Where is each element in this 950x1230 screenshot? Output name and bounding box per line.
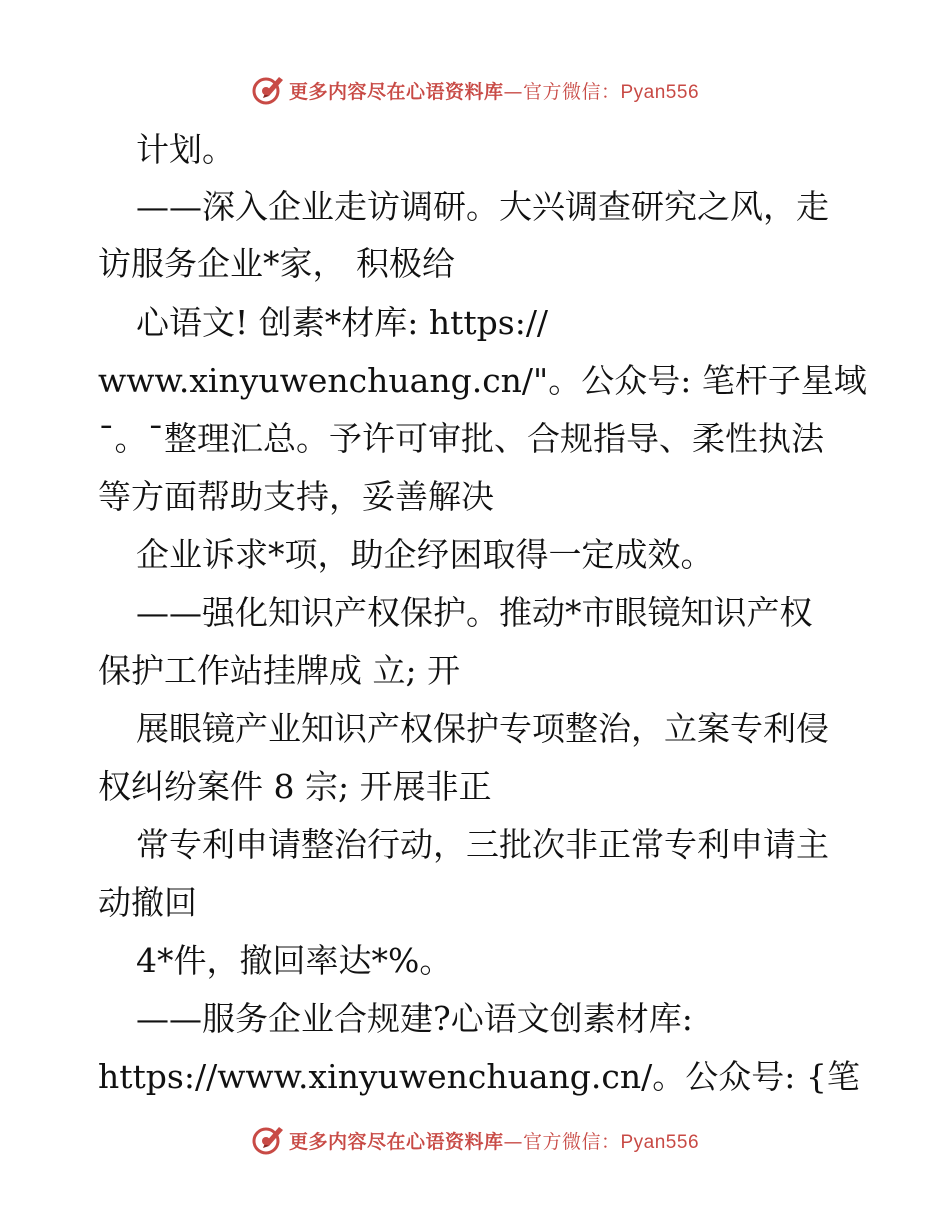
- pen-circle-logo-icon: [251, 73, 285, 107]
- body-line: 等方面帮助支持，妥善解决: [98, 477, 494, 516]
- body-line: 访服务企业*家， 积极给: [98, 244, 455, 283]
- body-line: ——深入企业走访调研。大兴调查研究之风，走: [136, 187, 829, 226]
- header-wechat-id: Pyan556: [620, 81, 700, 103]
- body-line: 企业诉求*项，助企纾困取得一定成效。: [136, 535, 714, 574]
- body-line: https://www.xinyuwenchuang.cn/。公众号: {笔: [98, 1057, 860, 1096]
- header-watermark-text: [289, 77, 699, 104]
- footer-official-text: —官方微信：: [503, 1130, 621, 1153]
- footer-watermark-text: [289, 1127, 699, 1154]
- body-line: 动撤回: [98, 883, 197, 922]
- body-line: 计划。: [136, 130, 235, 169]
- header-site-text: 更多内容尽在心语资料库: [288, 80, 504, 103]
- body-line: ——服务企业合规建?心语文创素材库:: [136, 999, 693, 1038]
- body-line: 权纠纷案件 8 宗; 开展非正: [98, 767, 492, 806]
- body-line: 心语文! 创素*材库: https://: [136, 303, 549, 342]
- footer-wechat-id: Pyan556: [620, 1131, 700, 1153]
- body-line: 4*件，撤回率达*%。: [136, 941, 453, 980]
- footer-watermark: [0, 1120, 950, 1160]
- body-line: 常专利申请整治行动，三批次非正常专利申请主: [136, 825, 829, 864]
- body-line: 展眼镜产业知识产权保护专项整治，立案专利侵: [136, 709, 829, 748]
- footer-site-text: 更多内容尽在心语资料库: [288, 1130, 504, 1153]
- body-line: 保护工作站挂牌成 立; 开: [98, 651, 461, 690]
- pen-circle-logo-icon: [251, 1123, 285, 1157]
- body-line: ——强化知识产权保护。推动*市眼镜知识产权: [136, 593, 813, 632]
- header-watermark: [0, 70, 950, 110]
- body-line: www.xinyuwenchuang.cn/"。公众号: 笔杆子星域: [98, 361, 867, 400]
- body-line: ¯。¯整理汇总。予许可审批、合规指导、柔性执法: [98, 419, 824, 458]
- header-official-text: —官方微信：: [503, 80, 621, 103]
